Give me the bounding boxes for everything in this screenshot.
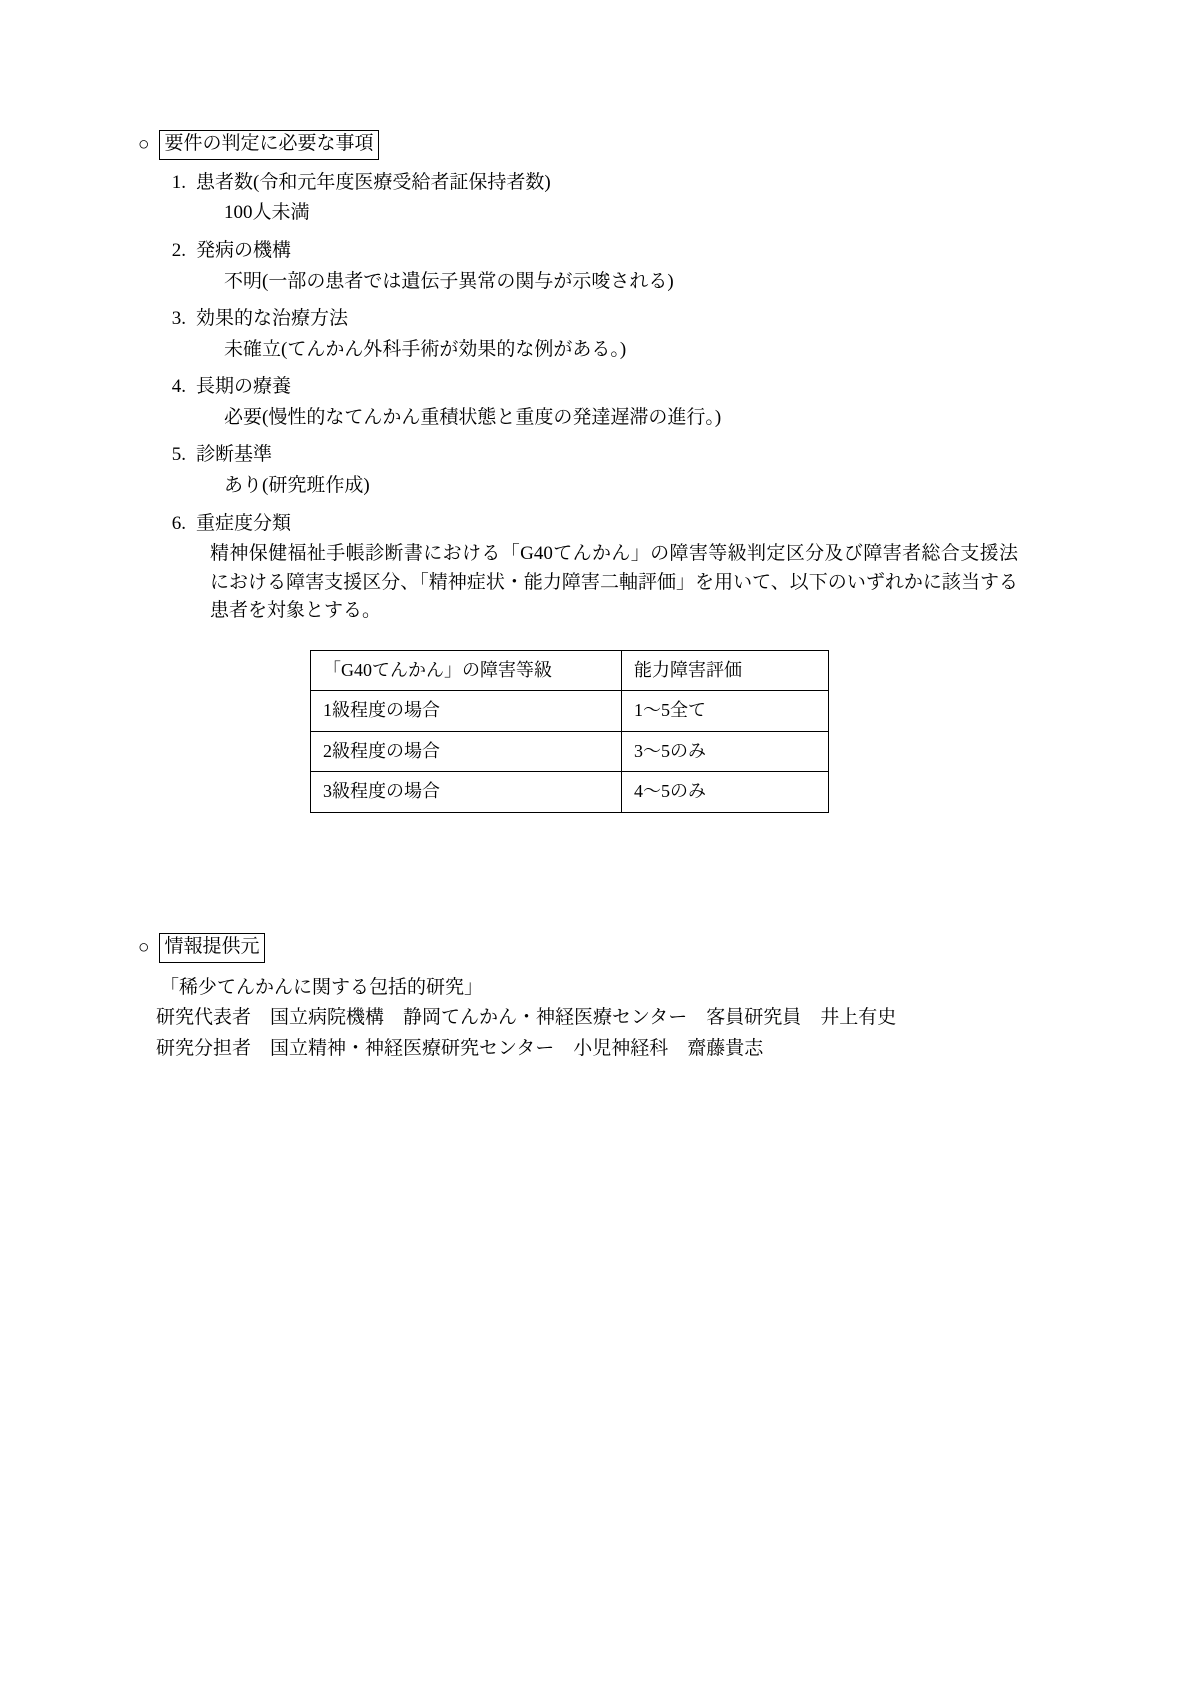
item-number: 4. xyxy=(171,376,186,398)
table-cell: 3級程度の場合 xyxy=(311,772,622,813)
item-number: 6. xyxy=(171,512,186,534)
table-header-row xyxy=(311,650,829,691)
source-information-block xyxy=(138,973,1038,1064)
table-row xyxy=(311,731,829,772)
item-number: 5. xyxy=(171,444,186,466)
severity-classification-table xyxy=(310,650,829,813)
list-item xyxy=(138,238,1038,296)
item-number: 1. xyxy=(171,171,186,193)
list-item xyxy=(138,374,1038,432)
item-body: あり(研究班作成) xyxy=(224,475,370,496)
table-cell: 3〜5のみ xyxy=(622,731,829,772)
item-label: 診断基準 xyxy=(196,444,273,466)
item-label: 患者数(令和元年度医療受給者証保持者数) xyxy=(196,171,551,193)
item-label: 発病の機構 xyxy=(196,239,292,261)
section-heading-requirements xyxy=(138,130,1038,160)
source-line: 「稀少てんかんに関する包括的研究」 xyxy=(160,976,484,998)
item-number: 2. xyxy=(171,239,186,261)
item-title-row xyxy=(158,442,1038,468)
item-body: 必要(慢性的なてんかん重積状態と重度の発達遅滞の進行。) xyxy=(224,406,722,428)
item-title-row xyxy=(158,306,1038,332)
list-item xyxy=(138,306,1038,364)
section-heading-label: 情報提供元 xyxy=(159,933,264,963)
item-title-row xyxy=(158,238,1038,264)
item-label: 長期の療養 xyxy=(196,376,292,398)
item-label: 効果的な治療方法 xyxy=(196,308,349,330)
document-content xyxy=(138,130,1038,1064)
circle-marker-icon: ○ xyxy=(138,134,150,156)
source-line: 研究代表者 国立病院機構 静岡てんかん・神経医療センター 客員研究員 井上有史 xyxy=(156,1007,897,1029)
table-cell: 4〜5のみ xyxy=(622,772,829,813)
item-title-row xyxy=(158,511,1038,537)
item-body: 100人未満 xyxy=(224,202,310,224)
vertical-spacer xyxy=(138,813,1038,933)
section-heading-label: 要件の判定に必要な事項 xyxy=(159,130,378,160)
list-item xyxy=(138,511,1038,626)
source-line: 研究分担者 国立精神・神経医療研究センター 小児神経科 齋藤貴志 xyxy=(156,1037,764,1059)
table-row xyxy=(311,772,829,813)
item-body: 未確立(てんかん外科手術が効果的な例がある。) xyxy=(224,338,627,360)
table-row xyxy=(311,691,829,732)
table-header-cell: 能力障害評価 xyxy=(622,650,829,691)
list-item xyxy=(138,442,1038,500)
table-cell: 1〜5全て xyxy=(622,691,829,732)
item-body: 精神保健福祉手帳診断書における「G40てんかん」の障害等級判定区分及び障害者総合支援法における障害支援区分、「精神症状・能力障害二軸評価」を用いて、以下のいずれかに該当する患者を対象とする。 xyxy=(210,543,1018,622)
table-header-cell: 「G40てんかん」の障害等級 xyxy=(311,650,622,691)
table-cell: 2級程度の場合 xyxy=(311,731,622,772)
section-heading-source xyxy=(138,933,1038,963)
item-title-row xyxy=(158,374,1038,400)
item-title-row xyxy=(158,170,1038,196)
item-label: 重症度分類 xyxy=(196,512,292,534)
table-cell: 1級程度の場合 xyxy=(311,691,622,732)
item-body: 不明(一部の患者では遺伝子異常の関与が示唆される) xyxy=(224,270,674,292)
circle-marker-icon: ○ xyxy=(138,937,150,959)
list-item xyxy=(138,170,1038,228)
item-number: 3. xyxy=(171,308,186,330)
